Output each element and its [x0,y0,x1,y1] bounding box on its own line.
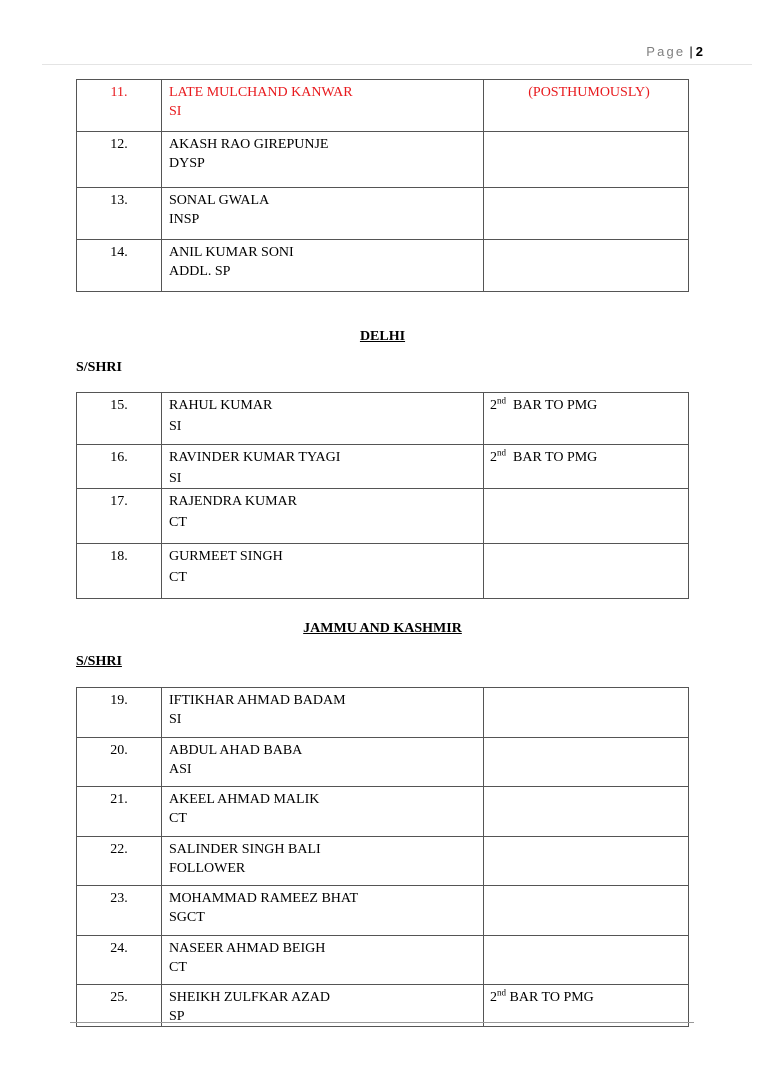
officer-name: MOHAMMAD RAMEEZ BHAT [169,891,359,906]
officer-name: AKEEL AHMAD MALIK [169,792,320,807]
row-number: 22. [77,837,162,886]
officer-name: ANIL KUMAR SONI [169,245,294,260]
officer-name: AKASH RAO GIREPUNJE [169,137,329,152]
officer-cell [162,985,484,1027]
table-row [77,132,689,188]
awards-table-delhi [76,392,689,599]
note-number: 2 [490,450,497,465]
officer-rank: DYSP [169,156,205,171]
award-note: (POSTHUMOUSLY) [484,80,689,132]
page-separator: | [689,44,693,59]
row-number: 18. [77,544,162,599]
officer-rank: CT [169,515,187,530]
table-row [77,985,689,1027]
table-row [77,787,689,837]
row-number: 15. [77,393,162,445]
officer-name: SONAL GWALA [169,193,270,208]
officer-rank: SI [169,712,182,727]
officer-cell [162,240,484,292]
table-row [77,837,689,886]
note-text: BAR TO PMG [509,990,594,1005]
officer-rank: SI [169,104,182,119]
officer-cell [162,188,484,240]
officer-cell [162,936,484,985]
officer-name: NASEER AHMAD BEIGH [169,941,326,956]
row-number: 16. [77,445,162,489]
officer-name: SALINDER SINGH BALI [169,842,321,857]
officer-rank: SI [169,471,182,486]
awards-table-continued [76,79,689,292]
footer-rule [70,1022,694,1023]
table-row [77,80,689,132]
officer-name: RAHUL KUMAR [169,398,273,413]
officer-name: RAVINDER KUMAR TYAGI [169,450,341,465]
award-note [484,188,689,240]
officer-name: IFTIKHAR AHMAD BADAM [169,693,346,708]
officer-rank: FOLLOWER [169,861,246,876]
page-number: 2 [695,44,703,59]
officer-rank: CT [169,570,187,585]
table-row [77,544,689,599]
state-heading-jammu-and-kashmir: JAMMU AND KASHMIR [303,621,462,636]
award-note [484,544,689,599]
row-number: 23. [77,886,162,936]
officer-cell [162,738,484,787]
officer-rank: CT [169,960,187,975]
row-number: 11. [77,80,162,132]
officer-cell [162,544,484,599]
officer-rank: ASI [169,762,192,777]
officer-rank: INSP [169,212,200,227]
row-number: 14. [77,240,162,292]
award-note [484,837,689,886]
awards-table-jammu-and-kashmir [76,687,689,1027]
officer-cell [162,132,484,188]
officer-name: SHEIKH ZULFKAR AZAD [169,990,330,1005]
award-note [484,489,689,544]
row-number: 24. [77,936,162,985]
row-number: 12. [77,132,162,188]
award-note [484,240,689,292]
note-number: 2 [490,398,497,413]
award-note [484,445,689,489]
officer-cell [162,787,484,837]
officer-rank: CT [169,811,187,826]
table-row [77,936,689,985]
officer-cell [162,80,484,132]
table-row [77,738,689,787]
officer-cell [162,445,484,489]
row-number: 13. [77,188,162,240]
officer-rank: ADDL. SP [169,264,231,279]
award-note [484,688,689,738]
award-note [484,738,689,787]
award-note [484,886,689,936]
table-row [77,489,689,544]
note-ordinal: nd [497,447,506,458]
officer-rank: SGCT [169,910,205,925]
award-note [484,985,689,1027]
note-text: BAR TO PMG [513,450,598,465]
row-number: 17. [77,489,162,544]
award-note [484,393,689,445]
honorific-prefix: S/SHRI [76,360,122,375]
officer-name: GURMEET SINGH [169,549,283,564]
table-row [77,240,689,292]
officer-name: ABDUL AHAD BABA [169,743,303,758]
row-number: 20. [77,738,162,787]
table-row [77,688,689,738]
officer-cell [162,886,484,936]
table-row [77,886,689,936]
officer-name: RAJENDRA KUMAR [169,494,297,509]
note-ordinal: nd [497,987,506,998]
officer-rank: SP [169,1009,185,1024]
award-note [484,787,689,837]
note-ordinal: nd [497,395,506,406]
officer-name: LATE MULCHAND KANWAR [169,85,353,100]
table-row [77,445,689,489]
header-rule [42,64,752,65]
table-row [77,188,689,240]
officer-cell [162,688,484,738]
page-header [646,44,703,59]
honorific-prefix: S/SHRI [76,654,122,669]
award-note [484,936,689,985]
note-number: 2 [490,990,497,1005]
row-number: 19. [77,688,162,738]
row-number: 25. [77,985,162,1027]
award-note [484,132,689,188]
officer-rank: SI [169,419,182,434]
table-row [77,393,689,445]
note-text: BAR TO PMG [513,398,598,413]
officer-cell [162,837,484,886]
state-heading-delhi: DELHI [359,329,406,344]
officer-cell [162,393,484,445]
officer-cell [162,489,484,544]
row-number: 21. [77,787,162,837]
page-word: Page [646,44,686,59]
